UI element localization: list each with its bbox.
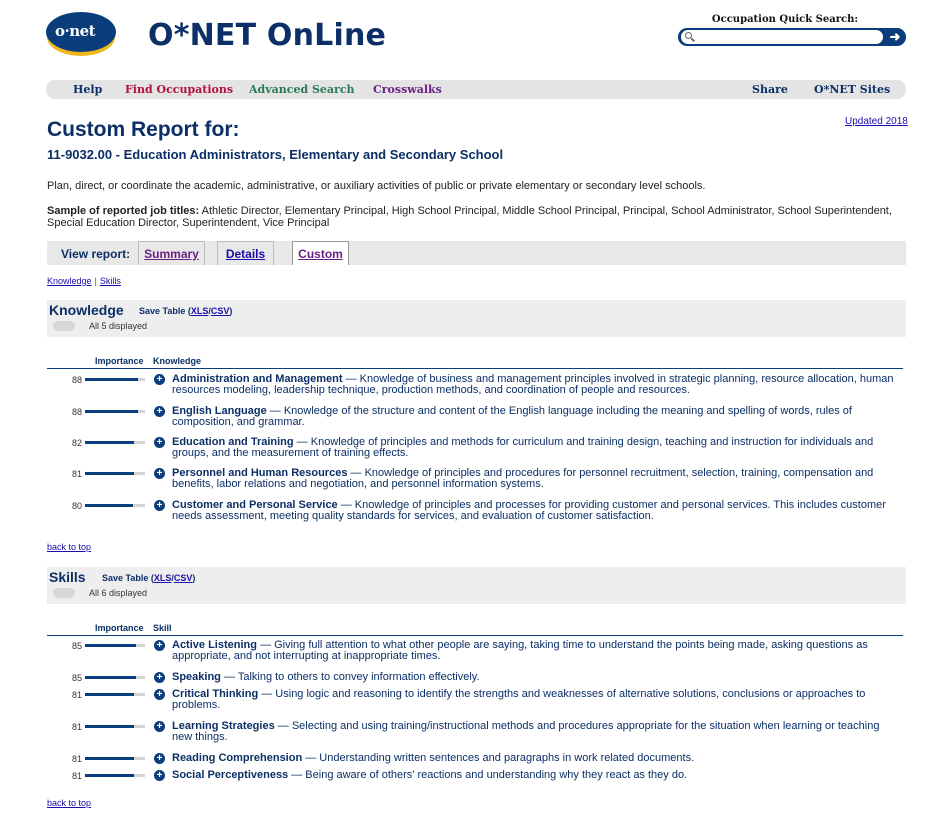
- nav-crosswalks[interactable]: Crosswalks: [373, 83, 442, 96]
- expand-plus-icon[interactable]: +: [154, 500, 165, 511]
- row-text: [172, 721, 902, 743]
- nav-onet-sites[interactable]: O*NET Sites: [814, 83, 891, 96]
- importance-bar-fill: [85, 725, 134, 728]
- row-title[interactable]: Administration and Management: [172, 373, 343, 385]
- row-text: [172, 500, 902, 522]
- importance-bar: [85, 441, 145, 444]
- site-title[interactable]: O*NET OnLine: [148, 18, 387, 53]
- row-title[interactable]: English Language: [172, 405, 267, 417]
- row-title[interactable]: Reading Comprehension: [172, 752, 303, 764]
- quick-search-input[interactable]: [681, 30, 883, 44]
- importance-bar-fill: [85, 504, 133, 507]
- skills-save-table: Save Table (XLS/CSV): [102, 573, 196, 583]
- importance-bar: [85, 644, 145, 647]
- knowledge-heading: Knowledge: [49, 302, 124, 318]
- importance-bar: [85, 504, 145, 507]
- updated-link[interactable]: Updated 2018: [845, 116, 908, 127]
- page-title: Custom Report for:: [47, 118, 240, 141]
- job-titles-list: Athletic Director, Elementary Principal, High School Principal, Middle School Principal, Principal, School Administrator, School Superintendent, Special Education Director, Superintendent, Vice Principal: [47, 205, 892, 229]
- expand-plus-icon[interactable]: +: [154, 640, 165, 651]
- view-report-label: View report:: [61, 247, 131, 261]
- importance-bar-fill: [85, 757, 134, 760]
- tab-details-link[interactable]: Details: [225, 247, 266, 261]
- tab-custom[interactable]: [292, 241, 349, 265]
- importance-bar: [85, 693, 145, 696]
- importance-score: 85: [71, 641, 82, 651]
- importance-bar: [85, 757, 145, 760]
- importance-bar-fill: [85, 693, 134, 696]
- search-icon: [685, 32, 692, 39]
- row-title[interactable]: Education and Training: [172, 436, 294, 448]
- row-text: [172, 689, 902, 711]
- importance-bar: [85, 410, 145, 413]
- row-title[interactable]: Personnel and Human Resources: [172, 467, 348, 479]
- row-title[interactable]: Social Perceptiveness: [172, 769, 289, 781]
- site-header: [0, 0, 935, 78]
- importance-score: 81: [71, 469, 82, 479]
- row-description: — Knowledge of principles and procedures for personnel recruitment, selection, training, compensation and benefits, labor relations and negotiation, and personnel information systems.: [172, 467, 874, 490]
- nav-share[interactable]: Share: [752, 83, 788, 96]
- tab-summary[interactable]: [138, 241, 205, 265]
- jump-links: Knowledge | Skills: [47, 276, 121, 286]
- expand-plus-icon[interactable]: +: [154, 770, 165, 781]
- expand-plus-icon[interactable]: +: [154, 672, 165, 683]
- importance-bar-fill: [85, 676, 136, 679]
- expand-collapse-toggle[interactable]: [53, 321, 75, 331]
- nav-advanced-search[interactable]: Advanced Search: [249, 83, 355, 96]
- nav-help[interactable]: Help: [73, 83, 103, 96]
- importance-bar-fill: [85, 472, 134, 475]
- importance-bar: [85, 472, 145, 475]
- importance-column-header[interactable]: Importance: [95, 623, 144, 633]
- knowledge-csv-link[interactable]: CSV: [210, 306, 230, 316]
- row-text: [172, 672, 902, 683]
- row-description: — Selecting and using training/instructional methods and procedures appropriate for the situation when learning or teaching new things.: [172, 720, 880, 743]
- nav-find-occupations[interactable]: Find Occupations: [125, 83, 234, 96]
- row-text: [172, 753, 902, 764]
- importance-bar: [85, 676, 145, 679]
- jump-skills[interactable]: Skills: [99, 276, 121, 286]
- row-description: — Being aware of others' reactions and understanding why they react as they do.: [288, 769, 688, 781]
- knowledge-xls-link[interactable]: XLS: [190, 306, 209, 316]
- skill-column-header[interactable]: Skill: [153, 623, 172, 633]
- importance-bar: [85, 725, 145, 728]
- back-to-top-link[interactable]: back to top: [47, 798, 92, 808]
- expand-plus-icon[interactable]: +: [154, 753, 165, 764]
- importance-score: 82: [71, 438, 82, 448]
- importance-bar: [85, 774, 145, 777]
- row-description: — Knowledge of business and management principles involved in strategic planning, resource allocation, human resources modeling, leadership technique, production methods, and coordination of people and resources.: [172, 373, 894, 396]
- importance-bar: [85, 378, 145, 381]
- knowledge-section-header: [47, 300, 906, 337]
- row-description: — Talking to others to convey information effectively.: [220, 671, 480, 683]
- row-title[interactable]: Speaking: [172, 671, 221, 683]
- importance-bar-fill: [85, 378, 138, 381]
- importance-score: 80: [71, 501, 82, 511]
- knowledge-column-header[interactable]: Knowledge: [153, 356, 202, 366]
- quick-search-label: Occupation Quick Search:: [711, 14, 859, 25]
- row-description: — Knowledge of the structure and content of the English language including the meaning and spelling of words, rules of composition, and grammar.: [172, 405, 852, 428]
- expand-plus-icon[interactable]: +: [154, 437, 165, 448]
- row-description: — Giving full attention to what other people are saying, taking time to understand the points being made, asking questions as appropriate, and not interrupting at inappropriate times.: [172, 639, 868, 662]
- quick-search-box: [678, 28, 906, 46]
- skills-xls-link[interactable]: XLS: [153, 573, 172, 583]
- row-text: [172, 374, 902, 396]
- row-description: — Understanding written sentences and paragraphs in work related documents.: [302, 752, 695, 764]
- knowledge-count: All 5 displayed: [89, 321, 148, 331]
- skills-table-header: [47, 623, 903, 636]
- expand-plus-icon[interactable]: +: [154, 406, 165, 417]
- jump-knowledge[interactable]: Knowledge: [47, 276, 92, 286]
- skills-csv-link[interactable]: CSV: [173, 573, 193, 583]
- main-nav: [46, 80, 906, 99]
- importance-bar-fill: [85, 410, 138, 413]
- row-text: [172, 406, 902, 428]
- row-text: [172, 640, 902, 662]
- importance-bar-fill: [85, 441, 134, 444]
- skills-heading: Skills: [49, 569, 86, 585]
- knowledge-save-table: Save Table (XLS/CSV): [139, 306, 233, 316]
- skills-section-header: [47, 567, 906, 604]
- importance-bar-fill: [85, 644, 136, 647]
- expand-plus-icon[interactable]: +: [154, 468, 165, 479]
- back-to-top-link[interactable]: back to top: [47, 542, 92, 552]
- occupation-title: 11-9032.00 - Education Administrators, Elementary and Secondary School: [47, 147, 504, 162]
- row-description: — Knowledge of principles and methods for curriculum and training design, teaching and instruction for individuals and groups, and the measurement of training effects.: [172, 436, 874, 459]
- importance-score: 85: [71, 673, 82, 683]
- view-report-bar: [47, 241, 906, 265]
- importance-score: 81: [71, 754, 82, 764]
- expand-plus-icon[interactable]: +: [154, 721, 165, 732]
- row-text: [172, 437, 902, 459]
- importance-score: 88: [71, 407, 82, 417]
- onet-logo[interactable]: [46, 12, 122, 58]
- row-title[interactable]: Active Listening: [172, 639, 257, 651]
- skills-count: All 6 displayed: [89, 588, 148, 598]
- expand-collapse-toggle[interactable]: [53, 588, 75, 598]
- logo-text: o·net: [55, 22, 96, 40]
- importance-score: 81: [71, 690, 82, 700]
- expand-plus-icon[interactable]: +: [154, 374, 165, 385]
- importance-score: 81: [71, 771, 82, 781]
- importance-column-header[interactable]: Importance: [95, 356, 144, 366]
- row-description: — Using logic and reasoning to identify the strengths and weaknesses of alternative solutions, conclusions or approaches to problems.: [172, 688, 866, 711]
- importance-score: 88: [71, 375, 82, 385]
- expand-plus-icon[interactable]: +: [154, 689, 165, 700]
- importance-score: 81: [71, 722, 82, 732]
- job-titles-label: Sample of reported job titles:: [47, 205, 200, 217]
- occupation-description: Plan, direct, or coordinate the academic, administrative, or auxiliary activities of public or private elementary or secondary level schools.: [47, 180, 706, 192]
- row-text: [172, 770, 902, 781]
- tab-custom-link[interactable]: Custom: [298, 247, 343, 261]
- row-title[interactable]: Customer and Personal Service: [172, 499, 338, 511]
- row-title[interactable]: Learning Strategies: [172, 720, 275, 732]
- row-title[interactable]: Critical Thinking: [172, 688, 259, 700]
- row-text: [172, 468, 902, 490]
- sample-job-titles: [47, 205, 897, 229]
- knowledge-table-header: [47, 356, 903, 369]
- tab-summary-link[interactable]: Summary: [144, 247, 199, 261]
- tab-details[interactable]: [217, 241, 274, 265]
- search-go-icon[interactable]: ➜: [889, 29, 901, 44]
- row-description: — Knowledge of principles and processes for providing customer and personal services. This includes customer needs assessment, meeting quality standards for services, and evaluation of customer satisfaction.: [172, 499, 886, 522]
- importance-bar-fill: [85, 774, 134, 777]
